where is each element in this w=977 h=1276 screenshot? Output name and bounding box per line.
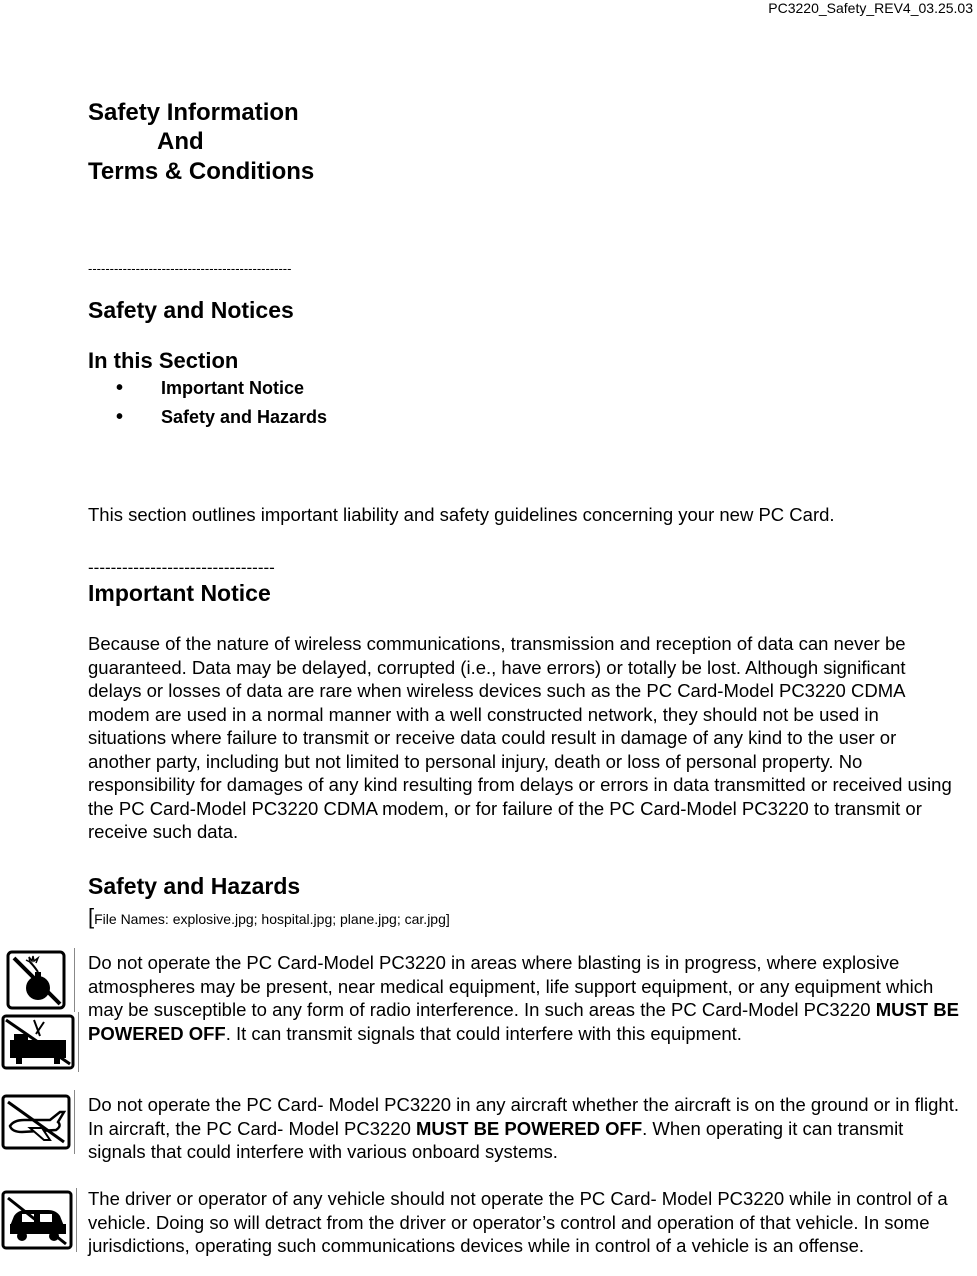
safety-hazards-heading: Safety and Hazards: [88, 873, 301, 899]
intro-paragraph: This section outlines important liability and safety guidelines concerning your new PC Card.: [88, 504, 835, 525]
hazard-text: Do not operate the PC Card-Model PC3220 in areas where blasting is in progress, where explosive atmospheres may be present, near medical equipment, life support equipment, or any equipment which may be susceptible to any form of radio interference. In such areas the PC Card-Model PC3220: [88, 952, 934, 1020]
power-off-warning: MUST BE POWERED OFF: [416, 1117, 643, 1139]
hazard-paragraph-vehicle: The driver or operator of any vehicle should not operate the PC Card- Model PC3220 while in control of a vehicle. Doing so will detract from the driver or operator’s control and operation of that vehicle. In some jurisdictions, operating such communications devices while in control of a vehicle is an offense.: [88, 1188, 948, 1256]
divider-long: ---------------------------------: [88, 558, 275, 577]
plane-icon: [0, 1090, 75, 1154]
document-id: PC3220_Safety_REV4_03.25.03: [768, 0, 973, 16]
hazard-text: . When operating it can transmit signals that could interfere with various onboard systems.: [88, 1117, 904, 1162]
hazard-paragraph-explosive: [88, 951, 960, 1045]
list-item[interactable]: [116, 376, 327, 405]
safety-notices-heading: Safety and Notices: [88, 297, 294, 323]
hazard-text: . It can transmit signals that could interfere with this equipment.: [225, 1022, 742, 1044]
explosive-icon: [0, 948, 75, 1012]
title-line-3: Terms & Conditions: [88, 158, 315, 185]
title-line-1: Safety Information: [88, 99, 299, 126]
file-names-text: File Names: explosive.jpg; hospital.jpg; plane.jpg; car.jpg]: [94, 911, 450, 927]
hazard-paragraph-aircraft: [88, 1093, 960, 1164]
open-bracket: [: [88, 904, 95, 929]
car-icon: [0, 1188, 77, 1252]
list-item-label: Safety and Hazards: [161, 407, 328, 427]
bullet-icon: •: [116, 377, 124, 399]
section-list: [116, 376, 327, 434]
list-item-label: Important Notice: [161, 378, 305, 398]
power-off-warning: MUST BE POWERED OFF: [88, 999, 959, 1044]
hazard-text: Do not operate the PC Card- Model PC3220 in any aircraft whether the aircraft is on the ground or in flight. In aircraft, the PC Card- Model PC3220: [88, 1094, 959, 1139]
bullet-icon: •: [116, 406, 124, 428]
important-notice-body: Because of the nature of wireless communications, transmission and reception of data can never be guaranteed. Data may be delayed, corrupted (i.e., have errors) or totally be lost. Although significant delays or losses of data are rare when wireless devices such as the PC Card-Model PC3220 CDMA modem are used in a normal manner with a well constructed network, they should not be used in situations where failure to transmit or receive data could result in damage of any kind to the user or another party, including but not limited to personal injury, death or loss of personal property. No responsibility for damages of any kind resulting from delays or errors in data transmitted or received using the PC Card-Model PC3220 CDMA modem, or for failure of the PC Card-Model PC3220 to transmit or receive such data.: [88, 633, 952, 842]
file-names-note: [88, 904, 450, 930]
divider-short: -----------------------------------------------: [88, 261, 292, 276]
title-line-2: And: [157, 128, 204, 155]
in-this-section-label: In this Section: [88, 348, 239, 373]
list-item[interactable]: [116, 405, 327, 434]
important-notice-heading: Important Notice: [88, 580, 271, 606]
hospital-icon: [0, 1012, 79, 1072]
